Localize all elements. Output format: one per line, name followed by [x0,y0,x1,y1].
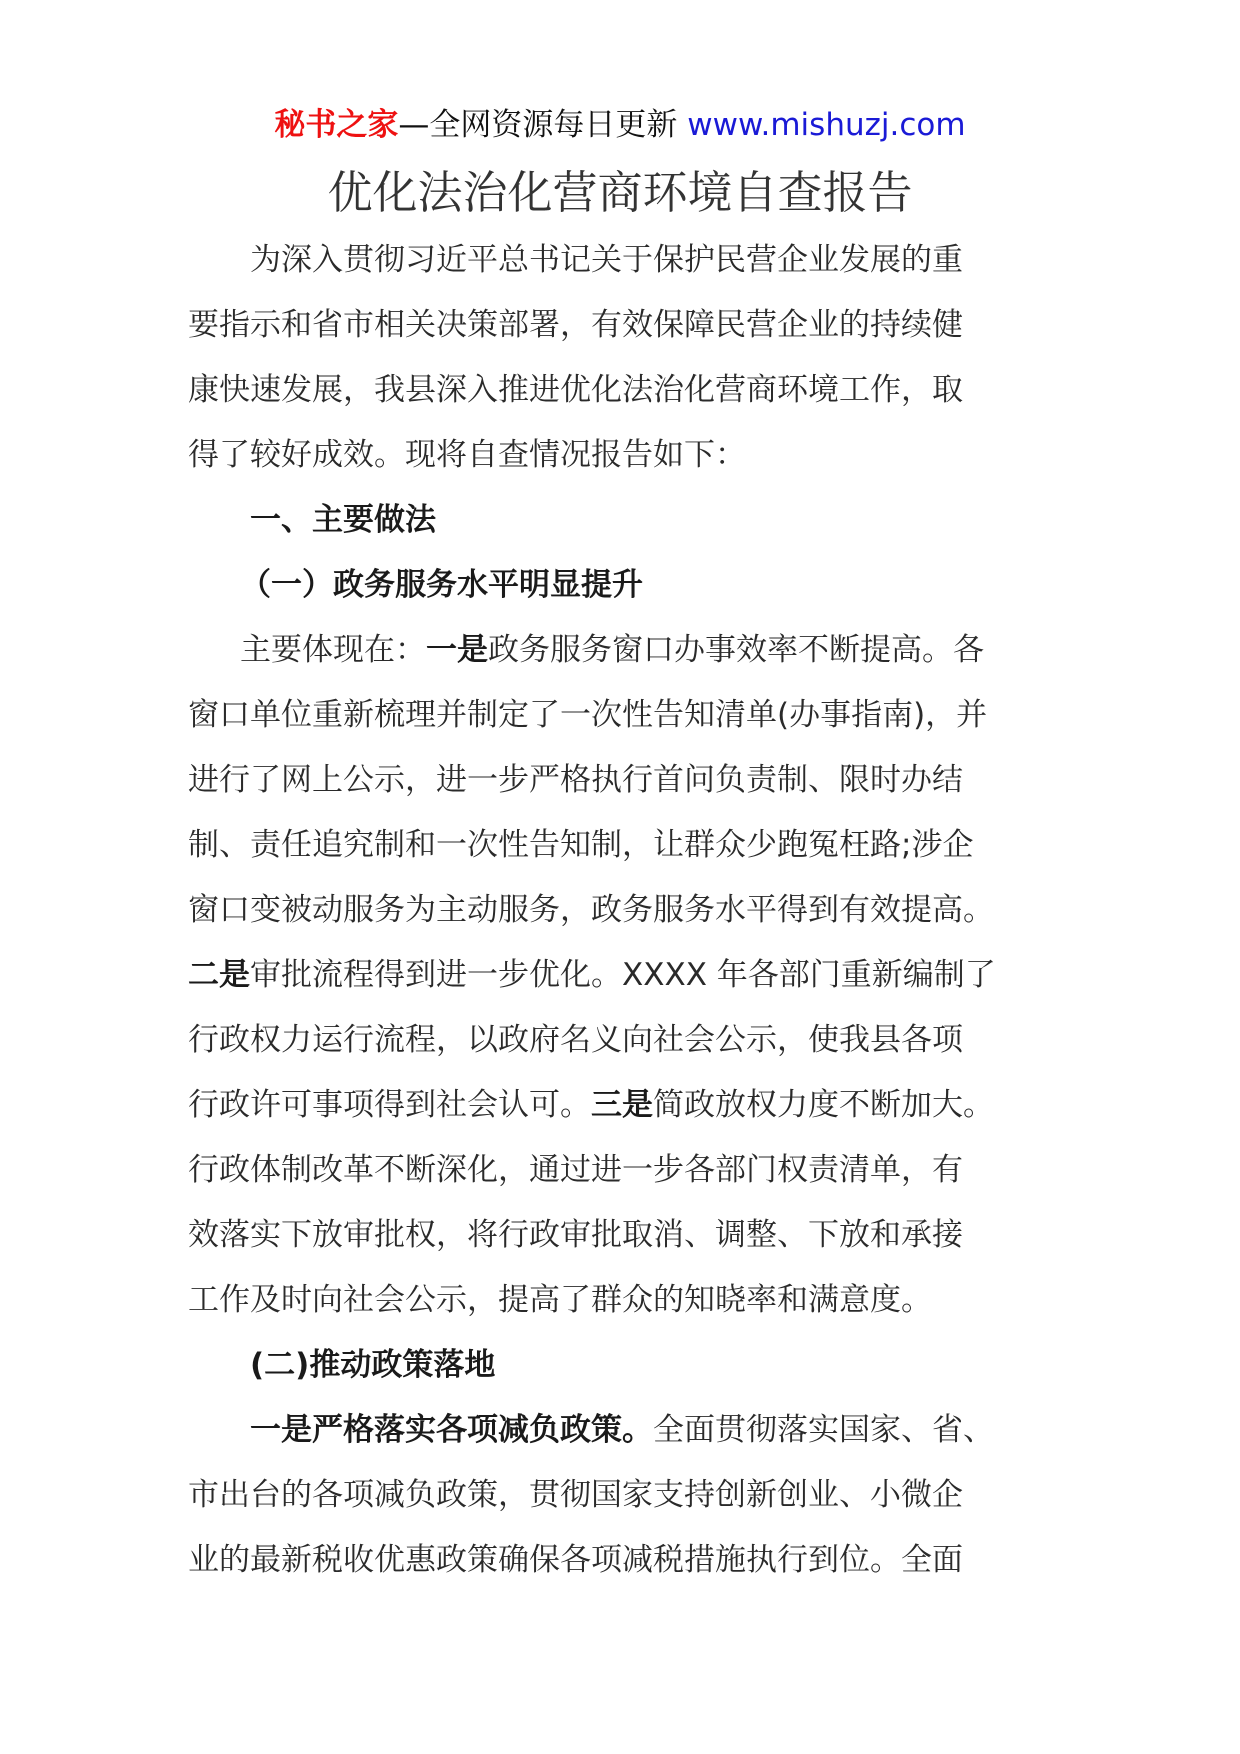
paragraph-line [188,618,1088,683]
document-title: 优化法治化营商环境自查报告 [327,166,913,219]
paragraph-text: 审批流程得到进一步优化。XXXX 年各部门重新编制了 [250,957,996,993]
paragraph-line [188,1073,1088,1138]
point-label: 二是 [188,957,250,993]
document-body [188,228,1088,1593]
site-header [0,100,1240,150]
brand-name[interactable]: 秘书之家 [274,107,399,143]
paragraph-line: 康快速发展，我县深入推进优化法治化营商环境工作，取 [188,372,963,408]
paragraph-line: 进行了网上公示，进一步严格执行首问负责制、限时办结 [188,762,963,798]
paragraph-line: 制、责任追究制和一次性告知制，让群众少跑冤枉路;涉企 [188,827,974,863]
header-slogan: —全网资源每日更新 [398,107,678,143]
paragraph-line: 行政权力运行流程，以政府名义向社会公示，使我县各项 [188,1022,963,1058]
paragraph-line: 得了较好成效。现将自查情况报告如下： [188,437,746,473]
point-label: 三是 [591,1087,653,1123]
paragraph-line: 市出台的各项减负政策，贯彻国家支持创新创业、小微企 [188,1477,963,1513]
subsection-heading: (二)推动政策落地 [250,1347,496,1383]
paragraph-line: 要指示和省市相关决策部署，有效保障民营企业的持续健 [188,307,963,343]
point-label: 一是 [426,632,488,668]
paragraph-line: 为深入贯彻习近平总书记关于保护民营企业发展的重 [250,242,963,278]
point-label: 一是严格落实各项减负政策。 [250,1412,653,1448]
paragraph-line: 行政体制改革不断深化，通过进一步各部门权责清单，有 [188,1152,963,1188]
paragraph-line: 业的最新税收优惠政策确保各项减税措施执行到位。全面 [188,1542,963,1578]
paragraph-text: 政务服务窗口办事效率不断提高。各 [488,632,984,668]
section-heading: 一、主要做法 [250,502,436,538]
subsection-heading: （一）政务服务水平明显提升 [240,567,643,603]
paragraph-line: 窗口单位重新梳理并制定了一次性告知清单(办事指南)，并 [188,697,988,733]
paragraph-line: 窗口变被动服务为主动服务，政务服务水平得到有效提高。 [188,892,994,928]
paragraph-line [188,1398,1088,1463]
paragraph-text: 行政许可事项得到社会认可。 [188,1087,591,1123]
paragraph-text: 全面贯彻落实国家、省、 [653,1412,994,1448]
paragraph-line: 工作及时向社会公示，提高了群众的知晓率和满意度。 [188,1282,932,1318]
paragraph-text: 简政放权力度不断加大。 [653,1087,994,1123]
paragraph-text: 主要体现在： [240,632,426,668]
paragraph-line: 效落实下放审批权，将行政审批取消、调整、下放和承接 [188,1217,963,1253]
site-url-link[interactable]: www.mishuzj.com [687,107,966,143]
paragraph-line [188,943,1088,1008]
